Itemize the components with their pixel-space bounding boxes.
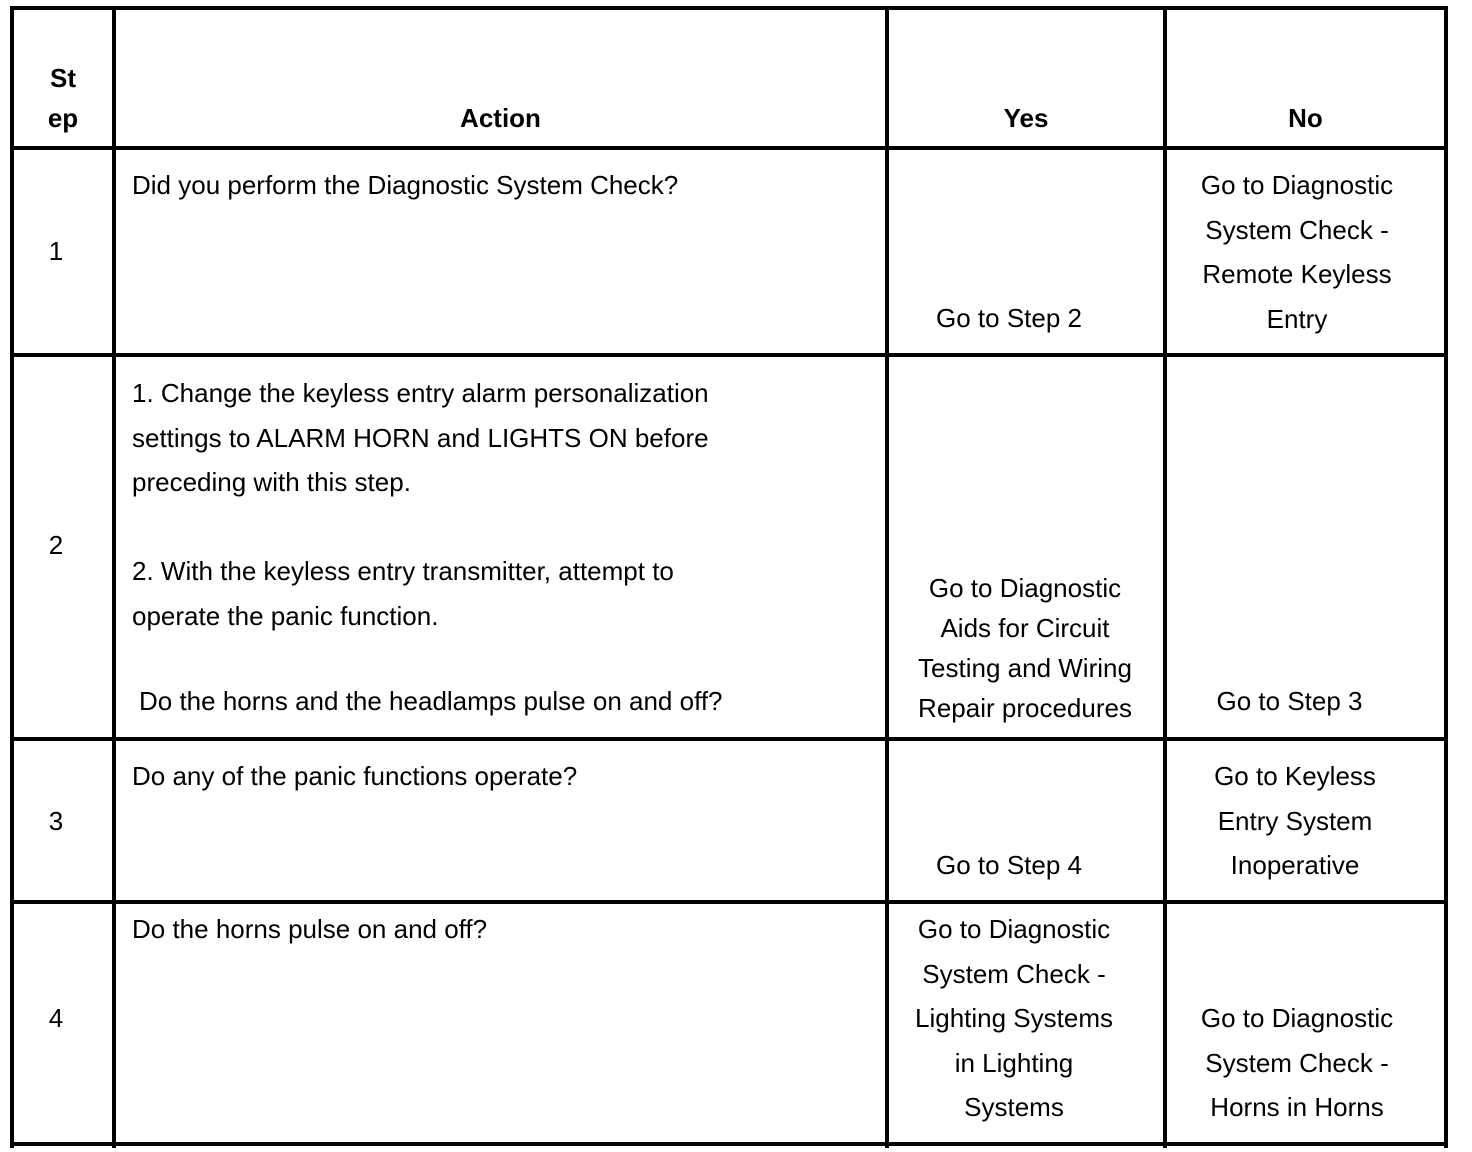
yes-cell — [889, 907, 1139, 1130]
yes-line: Aids for Circuit — [940, 613, 1110, 643]
yes-line: in Lighting — [954, 1047, 1074, 1078]
action-text — [132, 371, 709, 505]
yes-cell — [889, 296, 1129, 341]
no-line: Go to Diagnostic — [1200, 1003, 1394, 1033]
no-line: Entry — [1266, 303, 1328, 334]
no-line: Go to Diagnostic — [1200, 170, 1394, 200]
step-number: 1 — [48, 236, 64, 266]
action-line: Did you perform the Diagnostic System Check? — [132, 170, 679, 200]
header-step-line2: ep — [47, 103, 79, 133]
header-step — [14, 58, 112, 138]
no-line: Inoperative — [1230, 850, 1360, 880]
step-number: 4 — [48, 1003, 64, 1033]
yes-line: Testing and Wiring — [918, 653, 1132, 683]
yes-cell — [889, 843, 1129, 888]
rule-left — [10, 6, 14, 1148]
action-line: Do the horns pulse on and off? — [132, 914, 488, 944]
rule-row1 — [10, 353, 1448, 357]
rule-step-action — [112, 6, 116, 1148]
no-line: Horns in Horns — [1210, 1092, 1384, 1122]
no-line: System Check - — [1205, 1047, 1389, 1078]
yes-line: Repair procedures — [918, 693, 1132, 723]
action-line: preceding with this step. — [132, 467, 411, 497]
header-step-line1: St — [50, 63, 76, 93]
rule-row3 — [10, 900, 1448, 904]
header-action: Action — [460, 103, 541, 133]
action-line: Do any of the panic functions operate? — [132, 761, 578, 791]
yes-line: System Check - — [922, 958, 1106, 989]
no-line: Go to Step 3 — [1216, 686, 1363, 716]
action-text — [132, 549, 674, 638]
no-line: System Check - — [1205, 214, 1389, 245]
yes-line: Systems — [964, 1092, 1064, 1122]
header-yes: Yes — [1003, 103, 1049, 133]
rule-top — [10, 6, 1448, 10]
yes-line: Go to Diagnostic — [917, 914, 1111, 944]
no-cell — [1167, 754, 1423, 888]
action-line: 2. With the keyless entry transmitter, attempt to — [132, 556, 674, 586]
action-text — [132, 907, 487, 952]
no-line: Remote Keyless — [1202, 259, 1392, 289]
rule-bottom — [10, 1142, 1448, 1146]
no-cell — [1167, 679, 1412, 724]
no-cell — [1167, 996, 1427, 1130]
yes-line: Go to Step 2 — [936, 303, 1082, 333]
action-text — [132, 163, 678, 208]
yes-cell — [889, 568, 1161, 728]
yes-line: Go to Step 4 — [936, 850, 1082, 880]
action-text — [132, 754, 577, 799]
action-question — [139, 679, 723, 724]
yes-line: Go to Diagnostic — [928, 573, 1122, 603]
action-line: 1. Change the keyless entry alarm personalization — [132, 378, 709, 408]
action-line: Do the horns and the headlamps pulse on and off? — [139, 686, 723, 716]
action-line: settings to ALARM HORN and LIGHTS ON before — [132, 422, 709, 453]
step-number: 3 — [48, 806, 64, 836]
yes-line: Lighting Systems — [915, 1003, 1113, 1033]
no-line: Go to Keyless — [1214, 761, 1376, 791]
action-line: operate the panic function. — [132, 600, 439, 631]
step-number: 2 — [48, 530, 64, 560]
rule-right — [1444, 6, 1448, 1148]
rule-row2 — [10, 737, 1448, 741]
header-no: No — [1288, 103, 1323, 133]
no-cell — [1167, 163, 1427, 341]
no-line: Entry System — [1217, 805, 1373, 836]
rule-header — [10, 146, 1448, 150]
